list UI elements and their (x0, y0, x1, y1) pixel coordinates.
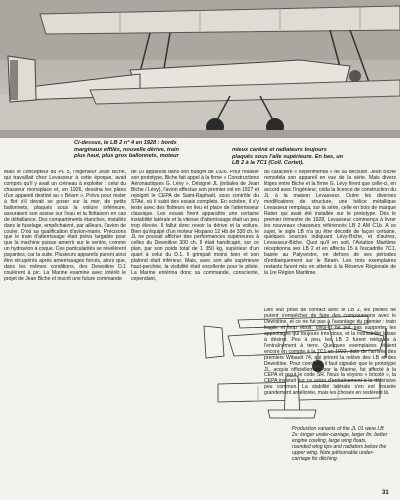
page-number: 31 (382, 490, 389, 496)
article-paragraph: Mais le concepteur du PL 5, l'ingénieur Jean Biche, qui travaillait chez Levasseur à cette époque, avait compris qu'il y avait un créneau à exploiter : celui du chasseur monoplace et, en 1926, dessina les plans d'un appareil destiné au « Béarn ». Prévu pour rester à flot s'il devait se poser sur la mer, de petits ballonnets, plaqués sous la voilure inférieure, assuraient son assise sur l'eau et la flottaison en cas de défaillance. Des compartiments étanches, installés dans le fuselage, empêchaient, par ailleurs, l'avion de couler. D'où sa qualification d'avion-marin. Précisons que le train d'atterrissage était prévu largable pour que la machine puisse amerrir sur le ventre, comme un hydravion à coque. Ces particularités se révélèrent payantes, car la suite. Plusieurs appareils purent ainsi être récupérés après amerrissages forcés, alors que, dans les mêmes conditions, des Dewoitine D.1 coulèrent à pic. La Marine examine avec intérêt le projet de Jean Biche et inscrit une future commande (4, 170, 126, 283)
english-caption-line: engine cowling, large wing floats, (292, 438, 367, 444)
photo-caption (74, 140, 224, 160)
english-caption-line: rounded wing tips and radiators below the (292, 444, 387, 450)
biplane-illustration (0, 0, 400, 138)
english-caption-line: carriage for ditching. (292, 456, 339, 462)
caption-line: plaqués sous l'aile supérieure. En bas, un (232, 153, 344, 160)
english-caption-line: 2s: longer under-carriage, larger fin, better (292, 432, 388, 438)
caption-line: mieux caréné et radiateurs toujours (232, 147, 327, 153)
biplane-photo (0, 0, 400, 138)
caption-line: marginaux effilés, nouvelle dérive, train (74, 146, 179, 153)
caption-line: plus haut, plus gros ballonnets, moteur (74, 153, 179, 160)
article-column-left (4, 170, 126, 488)
caption-line: LB 2 à la 7C1 (Coll. Cortet). (232, 160, 304, 167)
photo-caption-continued (232, 147, 392, 167)
article-paragraph: Dès leur prise de contact avec le LB 2, les pilotes ne purent s'empêcher de faire des comparaisons avec le Dewoitine, et ce ne fut pas à l'avantage du premier : train fragile et trop étroit, celui-ci ne put pas supporter les appontages qui toujours très doux, et la maniabilité laisse à désirer. Peu à peu, les LB 2 furent relégués à l'entraînement à terre. Quelques exemplaires étaient encore en compte à la 7C1 en 1932, date de l'arrivée des premiers Wibault 74, qui prirent la relève des LB et des Dewoitine. Pour conclure, il faut signaler que le prototype JL, acquis officiellement par la Marine, fut affecté à la CEPA et reçut le code SR. Nous la voyons « bricolé », la CEPA insistait sur ce avion d'entraînement à la défensive peu commun. La stabilité latérale s'en est trouvée grandement améliorée, mais les choses en restèrent là. (264, 308, 396, 397)
caption-line: Ci-dessus, le LB 2 n° 4 en 1928 : bords (74, 140, 177, 146)
article-paragraph: du caractère « expérimental » de sa décision. Jean Biche remodela son appareil en vue de la série. Mais divers litiges entre Biche et la firme G. Lévy firent que celle-ci, en accord avec l'ingénieur, céda la licence de construction du JL à la maison Levasseur. Outre les diverses modifications de structure, une hélice métallique Levasseur remplaça, sur la série, celle en bois de marque Ratier qui avait été installée sur le prototype. Dès le premier trimestre de 1928, Levasseur commença à livrer les nouveaux chasseurs référencés LB 2 AM C1b. A ce sujet, le sigle LB n'a pu être décodé de façon certaine, quelques sources indiquant Lévy-Biche, et d'autres, Levasseur-Biche. Quoi qu'il en soit, l'Aviation Maritime réceptionna ses LB 2 et en affecta 15 à l'escadrille 7C1, basée au Palyvestre, en dehors de ses périodes d'embarquement sur le Béarn. Les trois exemplaires restants furent mis en attente à la Réserve Régionale de la 1re Région Maritime. (264, 170, 396, 277)
article-paragraph: de 10 appareils dans son budget de 1926. Pour réaliser son prototype, Biche fait appel à la firme « Constructions Aéronautiques G. Lévy ». Désigné JL (initiales de Jean Biche / Lévy), l'avion effectue son premier vol en 1927 et rejoignit le CEPA de Saint-Raphaël, sous contrôle du STAé, où il subit des essais complets. En octobre, il s'y teste avec des flotteurs en lieu et place de l'atterrisseur classique. Les essais firent apparaître une certaine instabilité latérale et la vitesse d'atterrissage était un peu trop élevée. Il fallut donc revoir la dérive et la voilure. Bien qu'équipé d'un moteur Hispano 12 Hb de 330 ch, le JL ne pouvait afficher des performances supérieures à celles du Dewoitine 300 ch. Il était handicapé, sur ce plan, par son poids total de 1 350 kg, supérieur d'un quart à celui du D.1. Il grimpait moins bien et son plafond était inférieur. Mais, avec son aile supérieure haut-perchée, la visibilité était excellente pour le pilote. La Marine entérina donc sa commande, consciente, cependant, (131, 170, 259, 283)
english-caption-line: Production variants of the JL 01 were LB (292, 426, 384, 432)
english-caption (292, 426, 396, 462)
english-caption-line: upper wing. Note jettisonable under- (292, 450, 374, 456)
article-column-right (264, 170, 396, 306)
article-column-right-continued (264, 308, 396, 424)
